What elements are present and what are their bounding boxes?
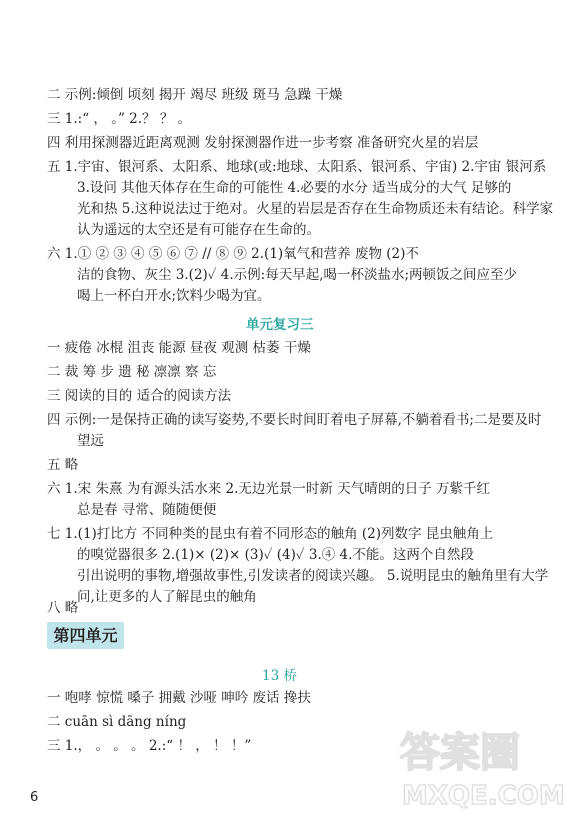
answer-line: 望远 — [77, 433, 104, 449]
answer-line: 二 示例:倾倒 顷刻 揭开 竭尽 班级 斑马 急躁 干燥 — [47, 87, 343, 103]
answer-line: 三 1.:“ ， 。” 2.？ ？ 。 — [47, 111, 192, 127]
section-title: 单元复习三 — [246, 317, 314, 333]
lesson-title: 13 桥 — [262, 668, 297, 684]
answer-line: 一 疲倦 冰棍 沮丧 能源 昼夜 观测 枯萎 干燥 — [47, 340, 311, 356]
watermark-top-text: 答案圈 — [400, 730, 520, 776]
answer-line: 七 1.(1)打比方 不同种类的昆虫有着不同形态的触角 (2)列数字 昆虫触角上 — [47, 526, 494, 542]
answer-line: 一 咆哮 惊慌 嗓子 拥戴 沙哑 呻吟 废话 搀扶 — [47, 690, 311, 706]
watermark-logo — [392, 720, 568, 812]
answer-line: 引出说明的事物,增强故事性,引发读者的阅读兴趣。 5.说明昆虫的触角里有大学 — [77, 568, 549, 584]
answer-line: 问,让更多的人了解昆虫的触角 — [77, 589, 257, 605]
answer-line: 八 略 — [47, 600, 79, 616]
answer-line: 的嗅觉器很多 2.(1)× (2)× (3)✓ (4)✓ 3.④ 4.不能。这两个自然段 — [77, 547, 474, 563]
watermark-bottom-text: MXQE.COM — [402, 781, 565, 811]
answer-line: 三 1.， 。 。 。 2.:“ ！ ， ！ ！” — [47, 738, 252, 754]
answer-line: 四 利用探测器近距离观测 发射探测器作进一步考察 准备研究火星的岩层 — [47, 135, 479, 151]
answer-line: 总是春 寻常、随随便便 — [77, 502, 217, 518]
answer-line: 四 示例:一是保持正确的读写姿势,不要长时间盯着电子屏幕,不躺着看书;二是要及时 — [47, 412, 542, 428]
answer-line: 五 1.宇宙、银河系、太阳系、地球(或:地球、太阳系、银河系、宇宙) 2.宇宙 银河系 — [47, 159, 547, 175]
unit-heading: 第四单元 — [47, 622, 124, 649]
answer-line: 3.设问 其他天体存在生命的可能性 4.必要的水分 适当成分的大气 足够的 — [77, 180, 512, 196]
answer-line: 六 1.① ② ③ ④ ⑤ ⑥ ⑦ // ⑧ ⑨ 2.(1)氧气和营养 废物 (2)不 — [47, 246, 419, 262]
answer-line: 二 cuān sì dāng níng — [47, 714, 187, 730]
answer-line: 六 1.宋 朱熹 为有源头活水来 2.无边光景一时新 天气晴朗的日子 万紫千红 — [47, 481, 491, 497]
answer-line: 认为遥远的太空还是有可能存在生命的。 — [77, 222, 320, 238]
answer-line: 三 阅读的目的 适合的阅读方法 — [47, 388, 232, 404]
page-number: 6 — [30, 790, 39, 805]
answer-line: 喝上一杯白开水;饮料少喝为宜。 — [77, 288, 271, 304]
answer-line: 光和热 5.这种说法过于绝对。火星的岩层是否存在生命物质还未有结论。科学家 — [77, 201, 554, 217]
answer-line: 洁的食物、灰尘 3.(2)✓ 4.示例:每天早起,喝一杯淡盐水;两顿饭之间应至少 — [77, 267, 518, 283]
answer-line: 二 裁 筹 步 遗 秘 凛凛 察 忘 — [47, 364, 217, 380]
answer-line: 五 略 — [47, 457, 79, 473]
